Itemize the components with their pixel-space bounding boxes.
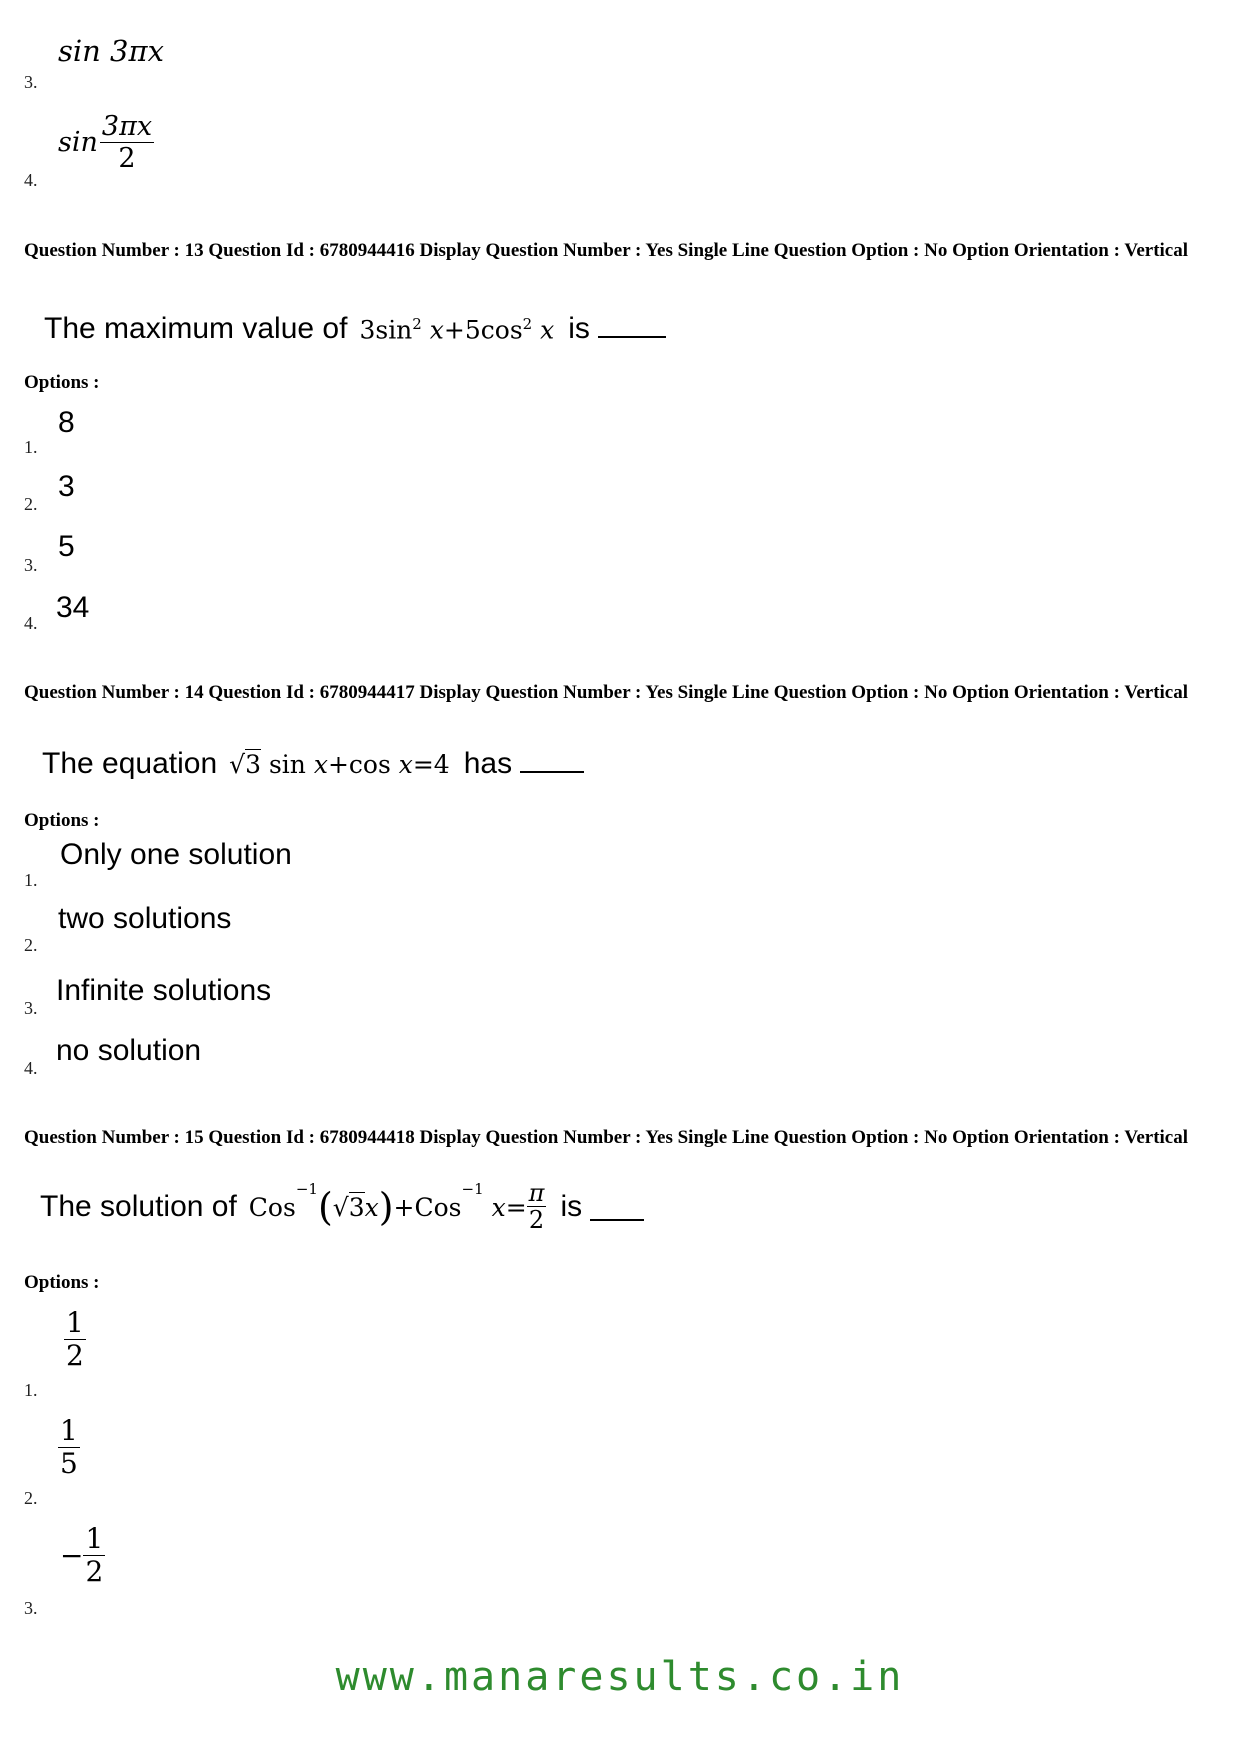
option-number: 1. [24, 437, 38, 457]
question-text [40, 1180, 644, 1235]
option-number: 1. [24, 870, 38, 890]
question-math: $3\sin^2$ $x+5\cos^2$ x [359, 314, 555, 344]
question-prefix: The equation [42, 747, 218, 780]
footer-url[interactable]: www.manaresults.co.in [335, 1654, 905, 1700]
option-number: 4. [24, 1058, 38, 1078]
option-number: 1. [24, 1380, 38, 1400]
options-label: Options : [24, 810, 100, 831]
question-math: Cos $^{-1}$ ( √ 3 x ) + Cos $^{-1}$ x = $\frac{\pi}{2}$ [248, 1179, 545, 1235]
option-fraction[interactable] [64, 1308, 86, 1372]
option-number: 4. [24, 170, 38, 190]
option-text[interactable]: Only one solution [60, 838, 292, 871]
option-text[interactable]: no solution [56, 1034, 202, 1067]
question-prefix: The maximum value of [44, 312, 348, 345]
question-suffix: is [560, 1190, 583, 1224]
options-label: Options : [24, 372, 100, 393]
fraction: $\frac{1}{5}$ [60, 1414, 78, 1480]
question-prefix: The solution of [40, 1190, 237, 1224]
option-text[interactable]: two solutions [58, 902, 232, 935]
option-math: sin 3πx [58, 34, 164, 68]
answer-blank [520, 771, 584, 773]
fraction: $\frac{1}{2}$ [66, 1306, 84, 1372]
option-number: 3. [24, 998, 38, 1018]
sqrt-icon: √ [229, 750, 246, 779]
option-text[interactable]: 5 [58, 530, 75, 563]
question-text [44, 312, 666, 346]
option-text[interactable]: 8 [58, 406, 75, 439]
option-number: 2. [24, 935, 38, 955]
question-suffix: is [568, 312, 590, 345]
sin-label: sin [58, 127, 98, 159]
answer-blank [598, 336, 666, 338]
question-header: Question Number : 15 Question Id : 6780944418 Display Question Number : Yes Single Line Question Option : No Option Orientation : Vertical [24, 1127, 1189, 1148]
option-math [58, 112, 154, 174]
option-fraction[interactable] [60, 1524, 105, 1588]
option-number: 2. [24, 1488, 38, 1508]
sqrt-icon: √ [332, 1192, 349, 1222]
question-suffix: has [463, 747, 513, 780]
question-header: Question Number : 13 Question Id : 6780944416 Display Question Number : Yes Single Line Question Option : No Option Orientation : Vertical [24, 240, 1189, 261]
answer-blank [590, 1219, 644, 1221]
option-number: 2. [24, 494, 38, 514]
denominator: 2 [118, 142, 136, 174]
minus-sign: − [60, 1539, 84, 1573]
question-header: Question Number : 14 Question Id : 6780944417 Display Question Number : Yes Single Line Question Option : No Option Orientation : Vertical [24, 682, 1189, 703]
option-text[interactable]: 3 [58, 470, 75, 503]
fraction [100, 112, 154, 174]
option-text[interactable]: Infinite solutions [56, 974, 272, 1007]
option-text[interactable]: 34 [56, 591, 90, 624]
fraction: $\frac{1}{2}$ [85, 1522, 104, 1588]
options-label: Options : [24, 1272, 100, 1293]
option-number: 3. [24, 72, 38, 92]
numerator: 3πx [101, 111, 153, 142]
question-math: √3 sin x+cos x=4 [229, 750, 450, 779]
fraction: $\frac{\pi}{2}$ [528, 1179, 545, 1235]
option-number: 3. [24, 555, 38, 575]
option-number: 3. [24, 1598, 38, 1618]
question-text [42, 747, 584, 781]
option-number: 4. [24, 613, 38, 633]
option-fraction[interactable] [58, 1416, 80, 1480]
